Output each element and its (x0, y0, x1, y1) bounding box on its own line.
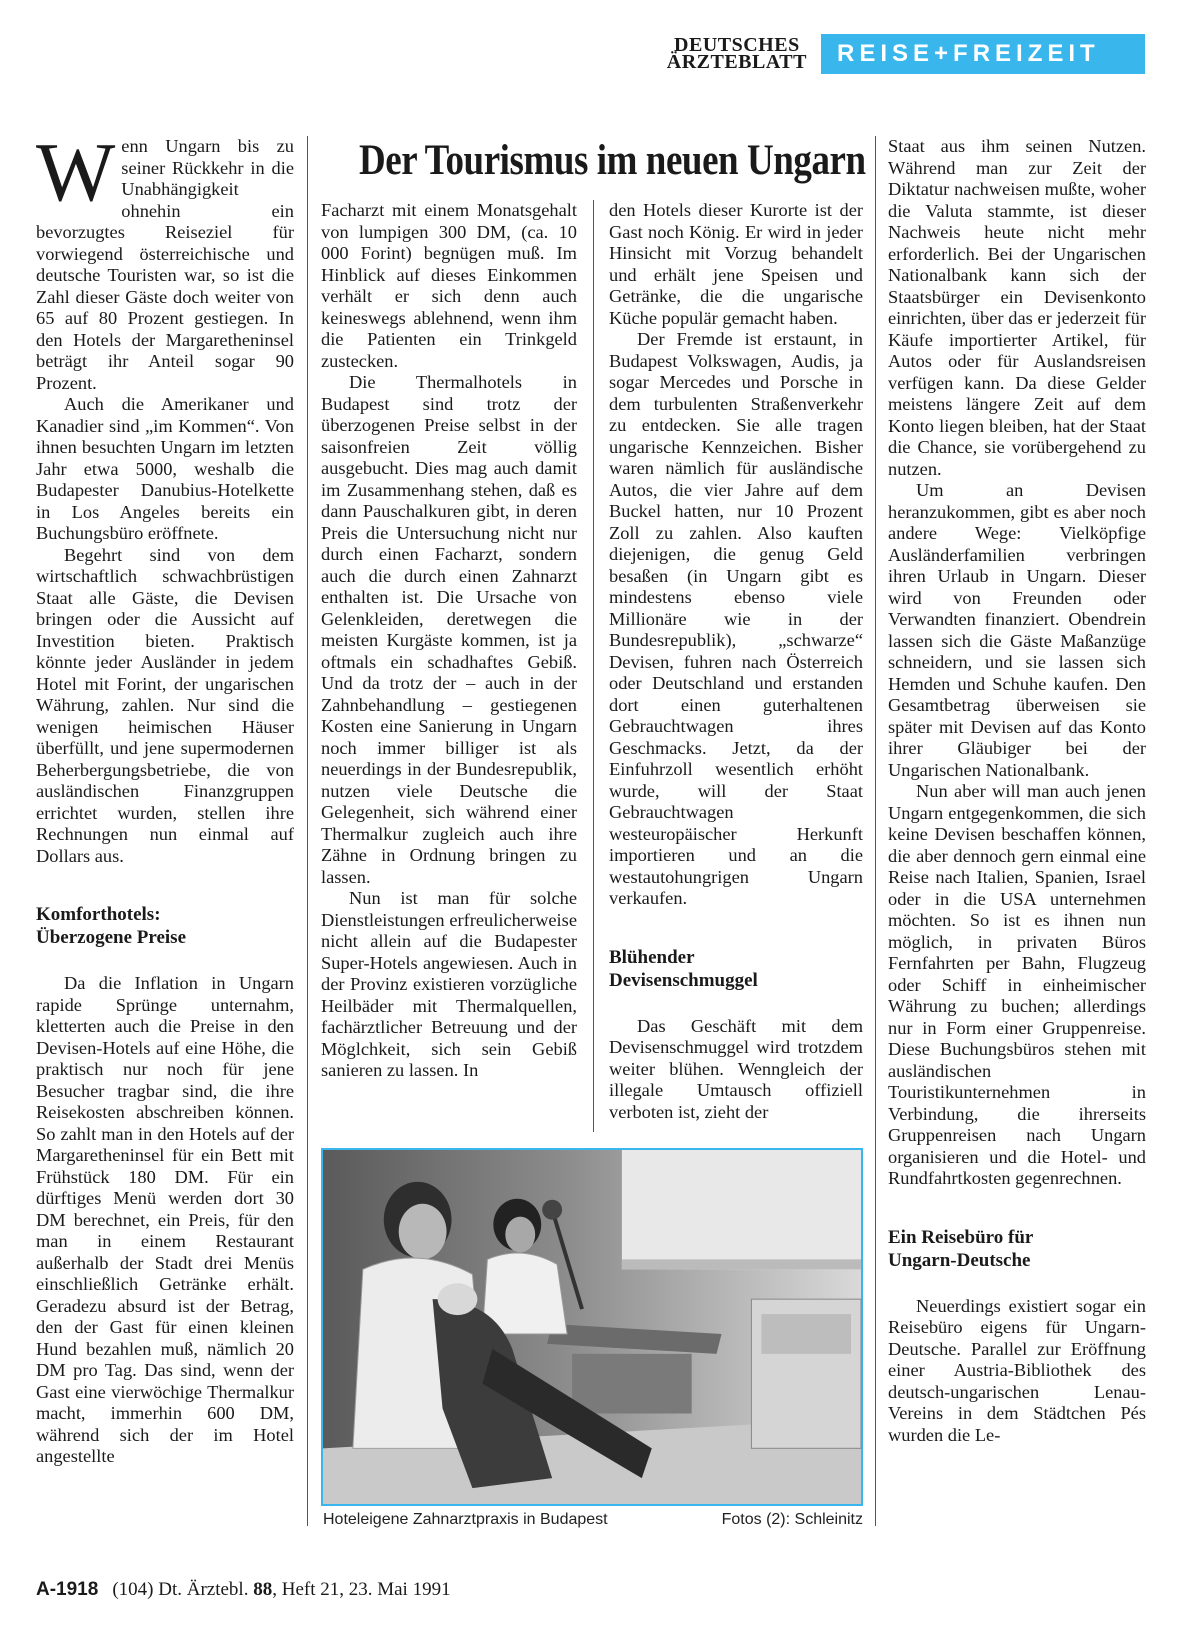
paragraph: Um an Devisen heranzukommen, gibt es aber noch andere Wege: Vielköpfige Ausländerfamilien verbringen ihren Urlaub in Ungarn. Dieser wird von Freunden oder Verwandten finanziert. Obendrein lassen sich die Gäste Maßanzüge schneidern, und sie lassen sich Hemden und Schuhe kaufen. Den Gesamtbetrag überweisen sie später mit Devisen auf das Konto ihrer Gläubiger bei der Ungarischen Nationalbank. (888, 480, 1146, 780)
column-rule-3 (875, 136, 876, 1526)
paragraph: Nun ist man für solche Dienstleistungen erfreulicherweise nicht allein auf die Budapester Super-Hotels angewiesen. Auch in der Provinz existieren vorzügliche Heilbäder mit Thermalquellen, fachärztlicher Betreuung und der Möglchkeit, sich sein Gebiß sanieren zu lassen. In (321, 888, 577, 1080)
column-rule-2 (593, 200, 594, 1132)
paragraph: den Hotels dieser Kurorte ist der Gast noch König. Er wird in jeder Hinsicht mit Vorzug behandelt und erhält jene Speisen und Getränke, die die ungarische Küche populär gemacht haben. (609, 200, 863, 328)
section-tag: REISE+FREIZEIT (821, 34, 1145, 74)
paragraph: Nun aber will man auch jenen Ungarn entgegenkommen, die sich keine Devisen beschaffen können, die aber dennoch gern einmal eine Reise nach Italien, Spanien, Israel oder in die USA unternehmen möchten. So ist es ihnen nun möglich, in privaten Büros Fernfahrten per Bahn, Flugzeug oder Schiff in einheimischer Währung zu buchen; allerdings nur in Form einer Gruppenreise. Diese Buchungsbüros stehen mit ausländischen Touristikunternehmen in Verbindung, die ihrerseits Gruppenreisen nach Ungarn organisieren und die Hotel- und Rundfahrtkosten gegenrechnen. (888, 781, 1146, 1188)
paragraph: Das Geschäft mit dem Devisenschmuggel wird trotzdem weiter blühen. Wenngleich der illegale Umtausch offiziell verboten ist, zieht der (609, 1015, 863, 1122)
issue-info: , Heft 21, 23. Mai 1991 (272, 1579, 451, 1600)
subheading-line: Komforthotels: (36, 904, 161, 925)
paragraph: Auch die Amerikaner und Kanadier sind „im Kommen“. Von ihnen besuchten Ungarn im letzten Jahr etwa 5000, weshalb die Budapester Danubius-Hotelkette in Los Angeles bereits ein Buchungsbüro eröffnete. (36, 394, 294, 543)
subheading (36, 903, 294, 949)
subheading (609, 946, 863, 992)
journal-title-line2: ÄRZTEBLATT (666, 51, 807, 73)
masthead (667, 34, 1145, 74)
subheading (888, 1226, 1146, 1272)
journal-title (666, 34, 807, 73)
photo-credit: Fotos (2): Schleinitz (721, 1511, 863, 1528)
subheading-line: Ungarn-Deutsche (888, 1249, 1031, 1271)
paragraph: Die Thermalhotels in Budapest sind trotz der überzogenen Preise selbst in der saisonfreien Zeit völlig ausgebucht. Dies mag auch damit im Zusammenhang stehen, daß es dann Pauschalkuren gibt, in deren Preis die Untersuchung nicht nur durch einen Facharzt, sondern auch die durch einen Zahnarzt enthalten ist. Die Ursache von Gelenkleiden, deretwegen die meisten Kurgäste kommen, ist ja oftmals ein schadhaftes Gebiß. Und da trotz der – auch in der Zahnbehandlung – gestiegenen Kosten eine Sanierung in Ungarn noch immer billiger ist als neuerdings in der Bundesrepublik, nutzen viele Deutsche die Gelegenheit, sich während einer Thermalkur zugleich auch ihre Zähne in Ordnung bringen zu lassen. (321, 372, 577, 887)
dropcap: W (36, 126, 116, 219)
page-footer (36, 1578, 451, 1602)
paragraph-text: enn Ungarn bis zu seiner Rückkehr in die Unabhängigkeit ohnehin ein bevorzugtes Reiseziel für vorwiegend österreichische und deutsche Touristen war, so ist die Zahl dieser Gäste doch weiter von 65 auf 80 Prozent gestiegen. In den Hotels der Margaretheninsel beträgt ihr Anteil sogar 90 Prozent. (36, 136, 294, 393)
paragraph: Der Fremde ist erstaunt, in Budapest Volkswagen, Audis, ja sogar Mercedes und Porsche in dem turbulenten Straßenverkehr zu entdecken. Sie alle tragen ungarische Kennzeichen. Bisher waren nämlich für ausländische Autos, die vier Jahre auf dem Buckel hatten, nur 10 Prozent Zoll zu zahlen. Also kauften diejenigen, die genug Geld besaßen (in Ungarn gibt es mindestens ebenso viele Millionäre wie in der Bundesrepublik), „schwarze“ Devisen, fuhren nach Österreich oder Deutschland und erstanden dort einen guterhaltenen Gebrauchtwagen ihres Geschmacks. Jetzt, da der Einfuhrzoll wesentlich erhöht wurde, will der Staat Gebrauchtwagen westeuropäischer Herkunft importieren und an die westautohungrigen Ungarn verkaufen. (609, 329, 863, 908)
volume-number: 88 (253, 1579, 273, 1600)
page-number: (104) Dt. Ärztebl. (112, 1579, 249, 1600)
paragraph: Begehrt sind von dem wirtschaftlich schwachbrüstigen Staat alle Gäste, die Devisen bringen oder die Aussicht auf Investition bieten. Praktisch könnte jeder Ausländer in jedem Hotel mit Forint, der ungarischen Währung, zahlen. Nur sind die wenigen heimischen Häuser überfüllt, und jene supermodernen Beherbergungsbetriebe, die von ausländischen Finanzgruppen errichtet wurden, stellen ihre Rechnungen nun einmal auf Dollars aus. (36, 544, 294, 866)
journal-title-line1: DEUTSCHES (674, 34, 800, 56)
caption-text: Hoteleigene Zahnarztpraxis in Budapest (323, 1511, 608, 1528)
column-4 (888, 136, 1146, 1526)
paragraph (36, 126, 294, 394)
article-headline: Der Tourismus im neuen Ungarn (358, 137, 866, 184)
subheading-line: Ein Reisebüro für (888, 1226, 1034, 1248)
photo-caption (323, 1510, 863, 1530)
column-rule-1 (307, 136, 308, 1526)
paragraph: Staat aus ihm seinen Nutzen. Während man zur Zeit der Diktatur nachweisen mußte, woher die Valuta stammte, ist dieser Nachweis heute nicht mehr erforderlich. Bei der Ungarischen Nationalbank kann sich der Staatsbürger ein Devisenkonto einrichten, über das er jederzeit für Käufe importierter Artikel, für Autos oder für Auslandsreisen verfügen kann. Da diese Gelder meistens längere Zeit auf dem Konto liegen bleiben, hat der Staat die Chance, sie vorübergehend zu nutzen. (888, 136, 1146, 479)
column-3 (609, 200, 863, 1132)
article-photo (321, 1148, 863, 1506)
paragraph: Neuerdings existiert sogar ein Reisebüro eigens für Ungarn-Deutsche. Parallel zur Eröffnung einer Austria-Bibliothek des deutsch-ungarischen Lenau-Vereins in dem Städtchen Pés wurden die Le- (888, 1295, 1146, 1445)
dental-clinic-photo (323, 1150, 861, 1504)
paragraph: Facharzt mit einem Monatsgehalt von lumpigen 300 DM, (ca. 10 000 Forint) begnügen muß. Im Hinblick auf dieses Einkommen verhält er sich denn auch keineswegs ablehnend, wenn ihm die Patienten ein Trinkgeld zustecken. (321, 200, 577, 371)
paragraph: Da die Inflation in Ungarn rapide Sprünge unternahm, kletterten auch die Preise in den Devisen-Hotels auf eine Höhe, die praktisch nur noch für jene Besucher tragbar sind, die ihre Reisekosten abschreiben können. So zahlt man in den Hotels auf der Margaretheninsel für ein Bett mit Frühstück 180 DM. Für ein dürftiges Menü werden dort 30 DM berechnet, ein Preis, für den man in einem Restaurant außerhalb der Stadt drei Menüs einschließlich Getränke erhält. Geradezu absurd ist der Betrag, den der Gast für einen kleinen Hund bezahlen muß, nämlich 20 DM pro Tag. Das sind, wenn der Gast eine vierwöchige Thermalkur macht, immerhin 600 DM, während sich der im Hotel angestellte (36, 973, 294, 1466)
column-1 (36, 126, 294, 1526)
subheading-line: Überzogene Preise (36, 927, 187, 948)
subheading-line: Devisenschmuggel (609, 969, 758, 991)
page-code: A-1918 (36, 1579, 99, 1600)
column-2 (321, 200, 577, 1080)
subheading-line: Blühender (609, 946, 695, 968)
